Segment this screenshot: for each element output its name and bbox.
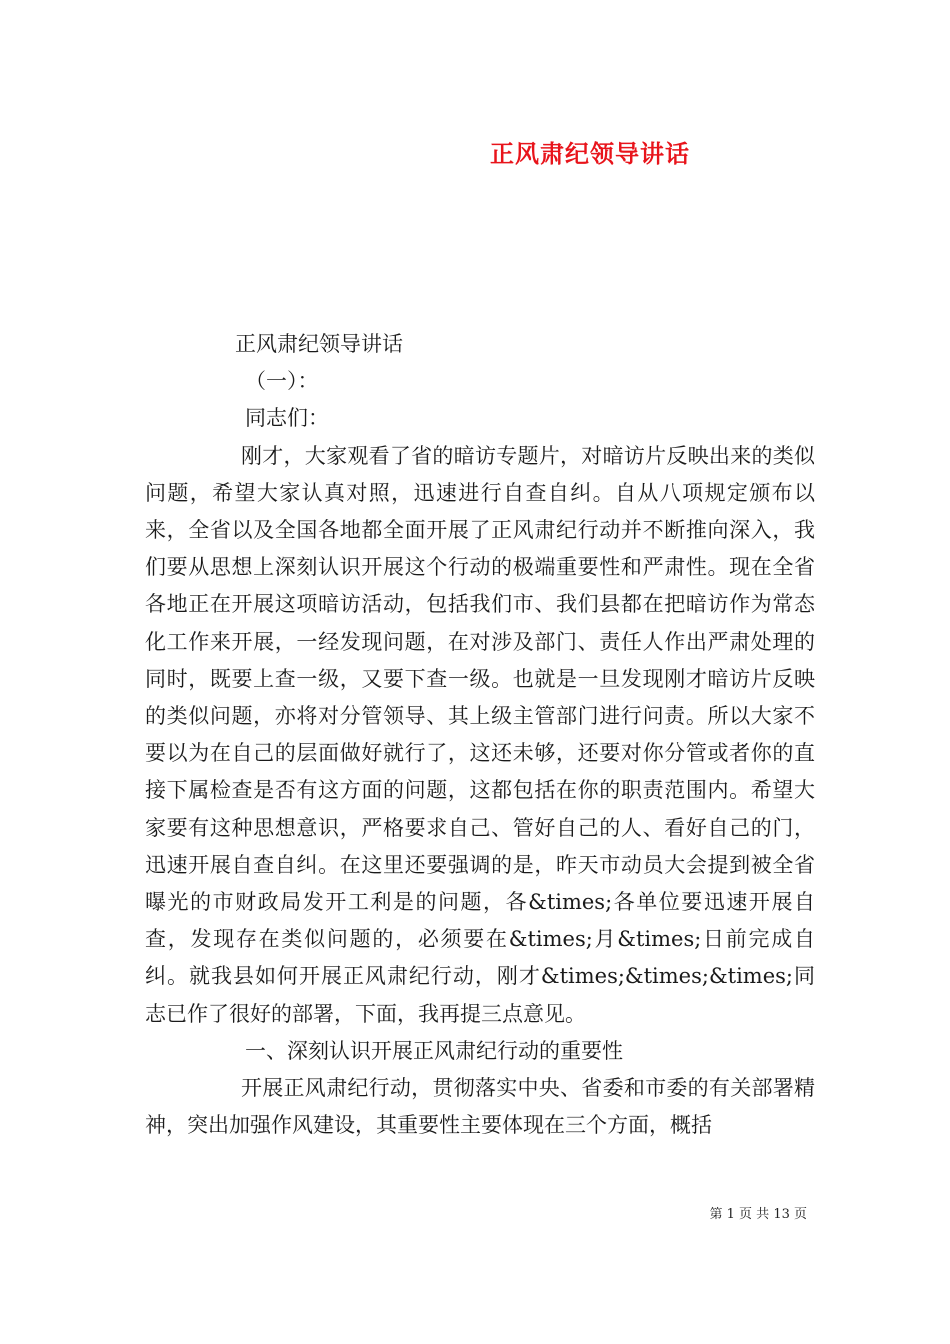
page-number-footer: 第 1 页 共 13 页	[709, 1207, 807, 1222]
paragraph-2: 开展正风肃纪行动，贯彻落实中央、省委和市委的有关部署精神，突出加强作风建设，其重要性主要体现在三个方面，概括	[145, 1076, 815, 1138]
document-title: 正风肃纪领导讲话	[490, 139, 690, 168]
speech-subtitle: 正风肃纪领导讲话	[235, 332, 403, 356]
section-marker: （一）：	[245, 369, 319, 394]
salutation: 同志们：	[245, 406, 329, 431]
heading-1: 一、深刻认识开展正风肃纪行动的重要性	[245, 1038, 623, 1063]
paragraph-1: 刚才，大家观看了省的暗访专题片，对暗访片反映出来的类似问题，希望大家认真对照，迅速进行自查自纠。自从八项规定颁布以来，全省以及全国各地都全面开展了正风肃纪行动并不断推向深入，我们要从思想上深刻认识开展这个行动的极端重要性和严肃性。现在全省各地正在开展这项暗访活动，包括我们市、我们县都在把暗访作为常态化工作来开展，一经发现问题，在对涉及部门、责任人作出严肃处理的同时，既要上查一级，又要下查一级。也就是一旦发现刚才暗访片反映的类似问题，亦将对分管领导、其上级主管部门进行问责。所以大家不要以为在自己的层面做好就行了，这还未够，还要对你分管或者你的直接下属检查是否有这方面的问题，这都包括在你的职责范围内。希望大家要有这种思想意识，严格要求自己、管好自己的人、看好自己的门，迅速开展自查自纠。在这里还要强调的是，昨天市动员大会提到被全省曝光的市财政局发开工利是的问题，各&times;各单位要迅速开展自查，发现存在类似问题的，必须要在&times;月&times;日前完成自纠。就我县如何开展正风肃纪行动，刚才&times;&times;&times;同志已作了很好的部署，下面，我再提三点意见。	[145, 443, 815, 1026]
document-body	[145, 326, 815, 1144]
